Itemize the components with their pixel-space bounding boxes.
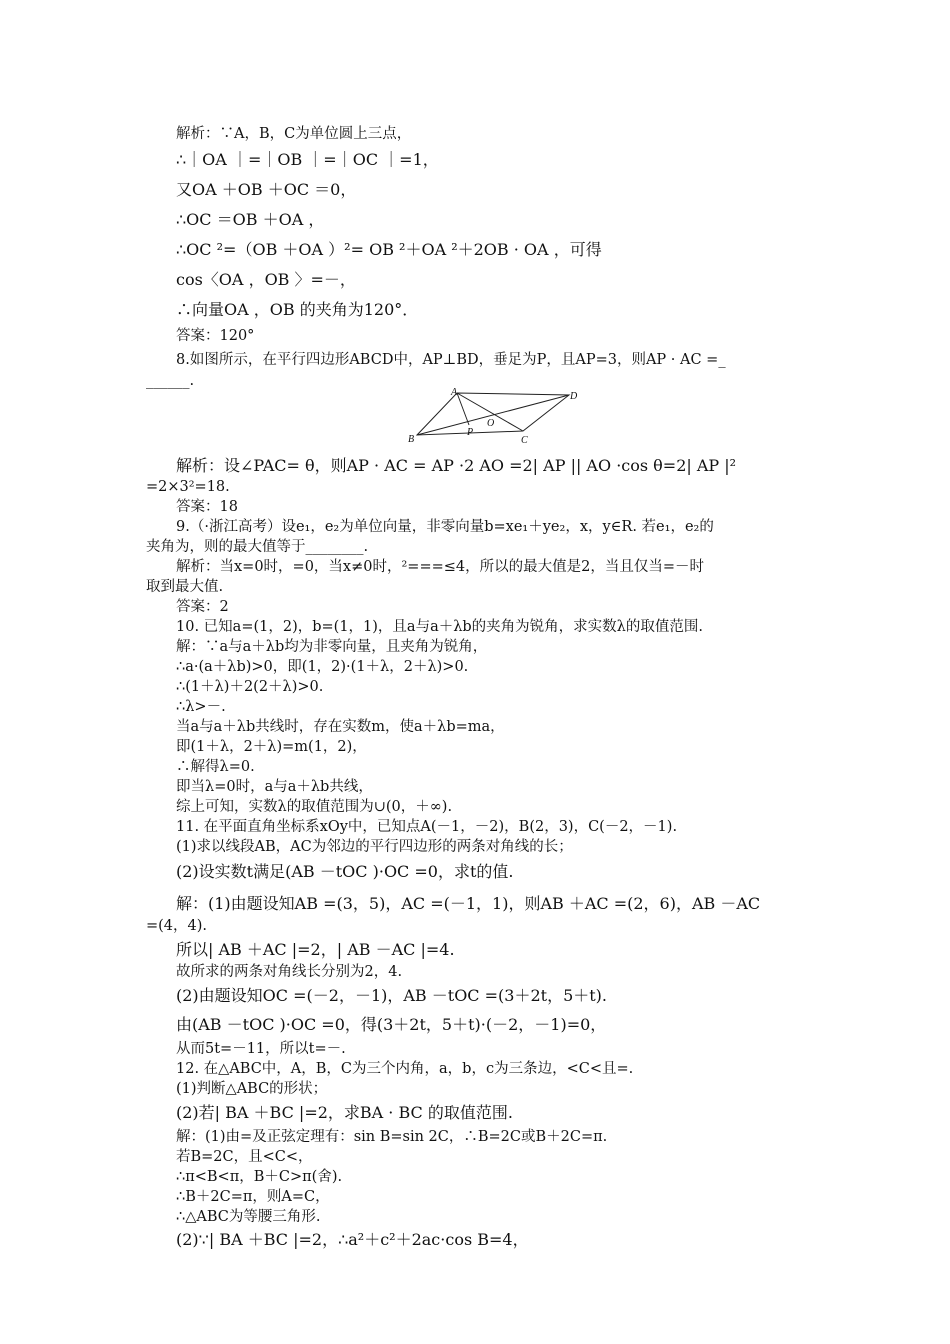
label-b: B	[408, 434, 415, 445]
text-line: 8.如图所示，在平行四边形ABCD中，AP⊥BD，垂足为P，且AP=3，则AP · AC =_	[176, 352, 726, 368]
text-line: 12. 在△ABC中，A，B，C为三个内角，a，b，c为三条边，<C<且=.	[176, 1061, 634, 1077]
text-line: (2)由题设知OC =(－2，－1)，AB －tOC =(3＋2t，5＋t).	[176, 986, 608, 1005]
text-line: 故所求的两条对角线长分别为2，4.	[176, 964, 403, 980]
text-line: ∴B＋2C=π，则A=C，	[176, 1189, 330, 1205]
label-a: A	[451, 387, 458, 398]
text-line: (2)设实数t满足(AB －tOC )·OC =0，求t的值.	[176, 862, 514, 881]
text-line: 解：(1)由=及正弦定理有：sin B=sin 2C，∴B=2C或B＋2C=π.	[176, 1129, 608, 1145]
text-line: ∴λ>－.	[176, 699, 226, 715]
text-line: 11. 在平面直角坐标系xOy中，已知点A(－1，－2)，B(2，3)，C(－2，－1).	[176, 819, 678, 835]
text-line: ∴OC ＝OB ＋OA ，	[176, 210, 325, 229]
segment-ap	[457, 393, 469, 425]
text-line: ∴｜OA ｜=｜OB ｜=｜OC ｜=1，	[176, 150, 439, 169]
text-line: 解：∵a与a＋λb均为非零向量，且夹角为锐角，	[176, 639, 488, 655]
text-line: ∴a·(a＋λb)>0，即(1，2)·(1＋λ，2＋λ)>0.	[176, 659, 469, 675]
text-line: (1)判断△ABC的形状；	[176, 1081, 328, 1097]
text-line: ∴π<B<π，B＋C>π(舍).	[176, 1169, 343, 1185]
text-line: (1)求以线段AB，AC为邻边的平行四边形的两条对角线的长；	[176, 839, 573, 855]
text-line: 解析：当x=0时，=0，当x≠0时，²===≤4，所以的最大值是2，当且仅当=－时	[176, 559, 704, 575]
text-line: =(4，4).	[146, 918, 208, 934]
text-line: ∴OC ²=（OB ＋OA ）²= OB ²＋OA ²＋2OB · OA ，可得	[176, 240, 602, 259]
label-p: P	[467, 427, 474, 438]
text-line: 10. 已知a=(1，2)，b=(1，1)，且a与a＋λb的夹角为锐角，求实数λ的取值范围.	[176, 619, 703, 635]
text-line: ∴解得λ=0.	[176, 759, 255, 775]
parallelogram-figure	[405, 385, 585, 447]
text-line: (2)∵| BA ＋BC |=2，∴a²＋c²＋2ac·cos B=4，	[176, 1230, 529, 1249]
text-line: 即当λ=0时，a与a＋λb共线，	[176, 779, 373, 795]
text-line: 所以| AB ＋AC |=2，| AB －AC |=4.	[176, 940, 455, 959]
text-line: =2×3²=18.	[146, 479, 230, 495]
text-line: 解析：∵A，B，C为单位圆上三点，	[176, 126, 412, 142]
diagonal-bd	[417, 395, 569, 435]
text-line: 夹角为，则的最大值等于________.	[146, 539, 369, 555]
text-line: 当a与a＋λb共线时，存在实数m，使a＋λb=ma，	[176, 719, 505, 735]
text-line: 答案：120°	[176, 328, 255, 344]
text-line: 答案：18	[176, 499, 238, 515]
text-line: 取到最大值.	[146, 579, 224, 595]
text-line: 解：(1)由题设知AB =(3，5)，AC =(－1，1)，则AB ＋AC =(2，6)，AB －AC	[176, 894, 761, 913]
text-line: 从而5t=－11，所以t=－.	[176, 1041, 346, 1057]
label-d: D	[570, 391, 578, 402]
text-line: (2)若| BA ＋BC |=2，求BA · BC 的取值范围.	[176, 1103, 513, 1122]
text-line: ∴(1＋λ)＋2(2＋λ)>0.	[176, 679, 324, 695]
text-line: 解析：设∠PAC= θ，则AP · AC = AP ·2 AO =2| AP || AO ·cos θ=2| AP |²	[176, 456, 737, 475]
text-line: 若B=2C，且<C<，	[176, 1149, 313, 1165]
text-line: ______.	[146, 373, 195, 389]
text-line: 又OA ＋OB ＋OC ＝0，	[176, 180, 357, 199]
text-line: 9.（·浙江高考）设e₁，e₂为单位向量，非零向量b=xe₁＋ye₂，x，y∈R. 若e₁，e₂的	[176, 519, 714, 535]
text-line: ∴向量OA ，OB 的夹角为120°．	[176, 300, 419, 319]
text-line: 综上可知，实数λ的取值范围为∪(0，＋∞).	[176, 799, 453, 815]
text-line: 即(1＋λ，2＋λ)=m(1，2)，	[176, 739, 367, 755]
parallelogram-diagram	[405, 385, 585, 447]
text-line: 由(AB －tOC )·OC =0，得(3＋2t，5＋t)·(－2，－1)=0，	[176, 1015, 607, 1034]
text-line: cos〈OA ，OB 〉=－，	[176, 270, 356, 289]
text-line: ∴△ABC为等腰三角形.	[176, 1209, 321, 1225]
text-line: 答案：2	[176, 599, 229, 615]
label-o: O	[487, 418, 495, 429]
label-c: C	[521, 435, 528, 446]
